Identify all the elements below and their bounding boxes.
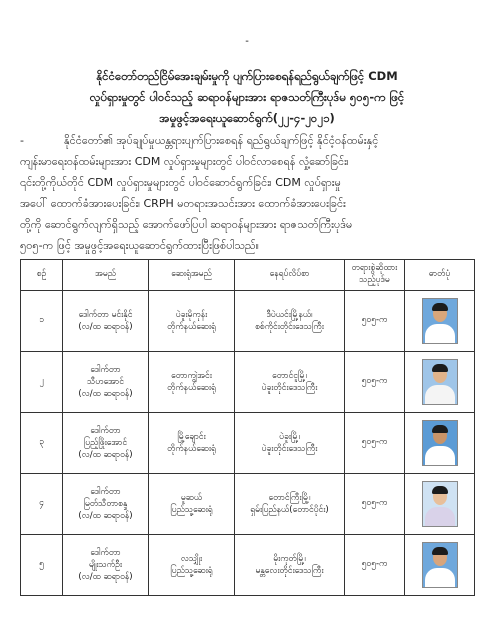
photo-cell: [405, 474, 475, 535]
photo-cell: [405, 535, 475, 596]
doctor-name: ဒေါက်တာ မြတ်သီတာစန္ဒ (လ/ထ ဆရာဝန်): [63, 474, 149, 535]
header-photo: ဓာတ်ပုံ: [405, 260, 475, 291]
hospital-name: မူဆယ် ပြည်သူ့ဆေးရုံ: [149, 474, 235, 535]
page-mark: -: [245, 36, 249, 47]
doctor-name: ဒေါက်တာ မင်းနိုင် (လ/ထ ဆရာဝန်): [63, 291, 149, 352]
header-hospital: ဆေးရုံအမည်: [149, 260, 235, 291]
document-title: [20, 66, 474, 129]
penal-section: ၅၀၅-က: [345, 352, 405, 413]
penal-section: ၅၀၅-က: [345, 413, 405, 474]
penal-section: ၅၀၅-က: [345, 474, 405, 535]
title-line: အမှုဖွင့်အရေးယူဆောင်ရွက်(၂၂-၄-၂၀၂၁): [159, 111, 335, 125]
home-address: တောင်ကြီးမြို့၊ ရှမ်းပြည်နယ်(တောင်ပိုင်း): [235, 474, 345, 535]
doctor-name: ဒေါက်တာ မျိုးသက်ဦး (လ/ထ ဆရာဝန်): [63, 535, 149, 596]
doctors-table: [20, 259, 475, 596]
table-row: [21, 291, 475, 352]
body-line: တို့ကို ဆောင်ရွက်လျက်ရှိသည့် အောက်ဖော်ပြပါ ဆရာဝန်များအား ရာဇသတ်ကြီးပုဒ်မ: [20, 218, 353, 231]
penal-section: ၅၀၅-က: [345, 291, 405, 352]
body-paragraph: [20, 130, 474, 256]
home-address: မိုးကုတ်မြို့၊ မန္တလေးတိုင်းဒေသကြီး: [235, 535, 345, 596]
title-line: နိုင်ငံတော်တည်ငြိမ်အေးချမ်းမှုကို ပျက်ပြားစေရန်ရည်ရွယ်ချက်ဖြင့် CDM: [96, 69, 398, 83]
title-line: လှုပ်ရှားမှုတွင် ပါဝင်သည့် ဆရာဝန်များအား ရာဇသတ်ကြီးပုဒ်မ ၅၀၅-က ဖြင့်: [89, 90, 405, 104]
body-line: ၅၀၅-က ဖြင့် အမှုဖွင့်အရေးယူဆောင်ရွက်ထားပြီးဖြစ်ပါသည်။: [20, 239, 259, 252]
header-no: စဉ်: [21, 260, 63, 291]
penal-section: ၅၀၅-က: [345, 535, 405, 596]
portrait-photo: [422, 359, 458, 405]
table-row: [21, 474, 475, 535]
hospital-name: တောကျွဲအင်း တိုက်နယ်ဆေးရုံ: [149, 352, 235, 413]
row-number: ၃: [21, 413, 63, 474]
portrait-photo: [422, 298, 458, 344]
home-address: တောင်ငူမြို့၊ ပဲခူးတိုင်းဒေသကြီး: [235, 352, 345, 413]
header-address: နေရပ်လိပ်စာ: [235, 260, 345, 291]
hospital-name: မြို့ချောင်း တိုက်နယ်ဆေးရုံ: [149, 413, 235, 474]
row-number: ၁: [21, 291, 63, 352]
doctor-name: ဒေါက်တာ ပြည့်ဖြိုးအောင် (လ/ထ ဆရာဝန်): [63, 413, 149, 474]
table-row: [21, 413, 475, 474]
table-header-row: [21, 260, 475, 291]
body-line: ကျန်းမာရေးဝန်ထမ်းများအား CDM လှုပ်ရှားမှုများတွင် ပါဝင်လာစေရန် လှုံ့ဆော်ခြင်း၊: [20, 155, 349, 168]
row-number: ၄: [21, 474, 63, 535]
hospital-name: လသျှိုး ပြည်သူ့ဆေးရုံ: [149, 535, 235, 596]
body-line: အပေါ် ထောက်ခံအားပေးခြင်း၊ CRPH မတရားအသင်းအား ထောက်ခံအားပေးခြင်း: [20, 197, 346, 210]
body-line: - နိုင်ငံတော်၏ အုပ်ချုပ်မှုယန္တရားပျက်ပြားစေရန် ရည်ရွယ်ချက်ဖြင့် နိုင်ငံ့ဝန်ထမ်းနှင့်: [20, 130, 474, 151]
photo-cell: [405, 291, 475, 352]
home-address: ဒီပဲယင်းမြို့နယ်၊ စစ်ကိုင်းတိုင်းဒေသကြီး: [235, 291, 345, 352]
hospital-name: ပဲခူးမိုကုန်း တိုက်နယ်ဆေးရုံ: [149, 291, 235, 352]
row-number: ၂: [21, 352, 63, 413]
header-section: တရားစွဲဆိုထားသည့်ပုဒ်မ: [345, 260, 405, 291]
table-row: [21, 352, 475, 413]
body-dash: -: [20, 134, 24, 147]
portrait-photo: [422, 481, 458, 527]
home-address: ပဲခူးမြို့၊ ပဲခူးတိုင်းဒေသကြီး: [235, 413, 345, 474]
doctor-name: ဒေါက်တာ သီဟအောင် (လ/ထ ဆရာဝန်): [63, 352, 149, 413]
photo-cell: [405, 352, 475, 413]
photo-cell: [405, 413, 475, 474]
portrait-photo: [422, 420, 458, 466]
row-number: ၅: [21, 535, 63, 596]
portrait-photo: [422, 542, 458, 588]
body-line: ၎င်းတို့ကိုယ်တိုင် CDM လှုပ်ရှားမှုများတွင် ပါဝင်ဆောင်ရွက်ခြင်း၊ CDM လှုပ်ရှားမှု: [20, 176, 341, 189]
header-name: အမည်: [63, 260, 149, 291]
table-row: [21, 535, 475, 596]
